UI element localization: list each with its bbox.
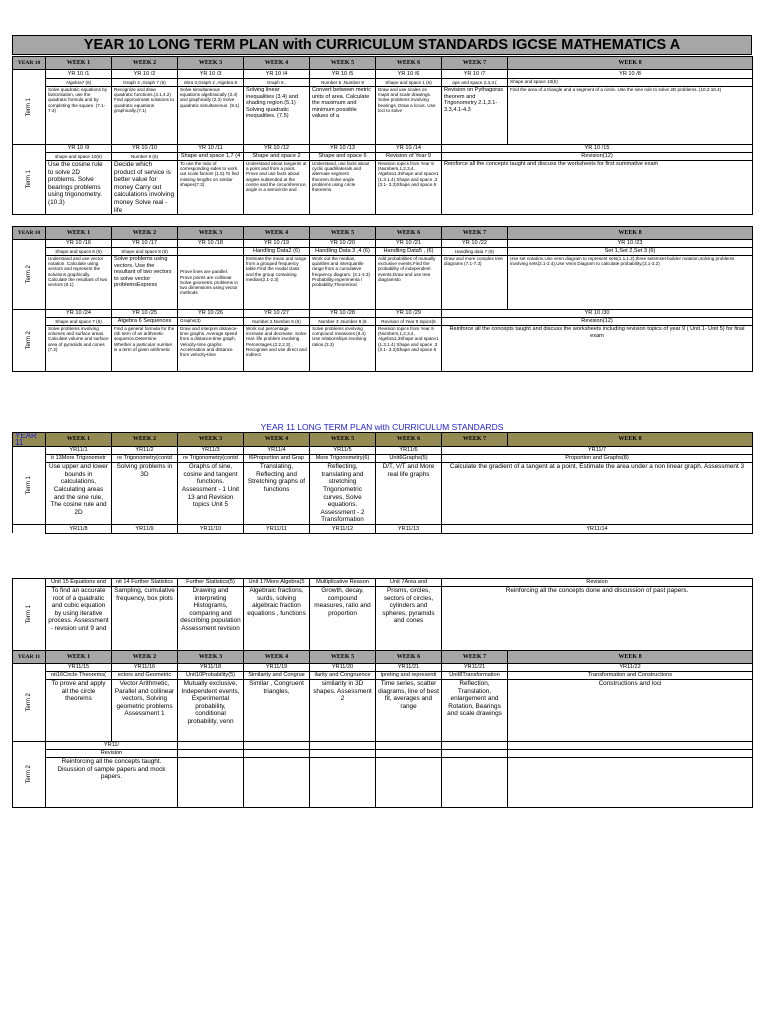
week-6-header: WEEK 6 — [376, 651, 442, 664]
content-cell: Draw and interpret distance-time graphs. Average speed from a distance-time graph. Velocity-time graphs. Acceleration and distance from velocity-time — [178, 326, 244, 372]
unit-code: YR11/21 — [442, 664, 508, 672]
week-3-header: WEEK 3 — [178, 651, 244, 664]
week-7-header: WEEK 7 — [442, 227, 508, 240]
content-cell: Draw and more complex tree diagrams (7.1-7.3) — [442, 256, 508, 310]
content-cell: Reflecting, translating and stretching Trigonometric curves, Solve equations. Assessment - 2 Transformation — [310, 463, 376, 525]
unit-code: YR 10 /6 — [376, 70, 442, 79]
term-label: Term 1 — [13, 579, 46, 651]
topic-cell: Graph 5 , — [244, 79, 310, 87]
content-cell: Drawing and interpreting Histograms, comparing and describing population Assessment revision — [178, 587, 244, 651]
unit-code: YR 10 /8 — [508, 70, 753, 79]
content-row — [13, 256, 753, 310]
week-header-row — [13, 433, 753, 447]
week-5-header: WEEK 5 — [310, 433, 376, 447]
term-label: Term 1 — [13, 447, 46, 525]
unit-code-row — [13, 70, 753, 79]
topic-row — [13, 79, 753, 87]
unit-code: YR 10 /16 — [46, 240, 112, 248]
unit-code: YR11/1 — [46, 447, 112, 455]
unit-code: YR11/6 — [376, 447, 442, 455]
topic-cell: Number 9 (6) — [112, 153, 178, 161]
topic-cell: Algebra7 (6) — [46, 79, 112, 87]
content-cell: Revision topics from Year 9 (Numbers,1,2,3,4, Algebra1,3Shape and space1 (1.3.1.4) Shape and space ,3 (3.1- 3.3)Shape and space 5 — [376, 326, 442, 372]
topic-cell: Graph 4 ,Graph 7 (6) — [112, 79, 178, 87]
term-label: Term 2 — [13, 742, 46, 808]
topic-cell: shape and space 10(6) — [46, 153, 112, 161]
unit-code: YR 10 /25 — [112, 310, 178, 318]
topic-row — [13, 579, 753, 587]
content-cell: Recognize and draw quadratic functions.(4.1,4.2) Find approximate solutions to quadratic equations graphically.(7.1) — [112, 87, 178, 145]
unit-code-row — [13, 742, 753, 750]
topic-cell: Handling Data 3 ,4 (6) — [310, 248, 376, 256]
content-cell: Add probabilities of mutually exclusive events.Find the probability of independent events,Draw and use tree diagramsto — [376, 256, 442, 310]
topic-cell: Handling Data2 (6) — [244, 248, 310, 256]
unit-code: YR 10 /10 — [112, 145, 178, 153]
unit-code: YR11/19 — [244, 664, 310, 672]
unit-code: YR11/21 — [376, 664, 442, 672]
unit-code: YR 10 /30 — [442, 310, 753, 318]
unit-code-row — [13, 524, 753, 533]
term-label: Term 2 — [13, 310, 46, 372]
content-cell: Convert between metric units of area. Calculate the maximum and minimum possible values of a — [310, 87, 376, 145]
content-cell: Solve problems using vectors. Use the resultant of two vectors to solve vector problemsExpress — [112, 256, 178, 310]
topic-row — [13, 750, 753, 758]
topic-cell — [178, 248, 244, 256]
content-cell: Find a general formula for the nth term of an arithmetic sequence,Determine Whether a particular number is a term of given arithmetic — [112, 326, 178, 372]
year-label: YEAR 11 — [13, 651, 46, 664]
unit-code: YR 10 /18 — [178, 240, 244, 248]
week-7-header: WEEK 7 — [442, 57, 508, 70]
topic-cell: Transformation and Constructions — [508, 672, 753, 680]
unit-code: YR11/5 — [310, 447, 376, 455]
content-cell: Solving problems in 3D — [112, 463, 178, 525]
content-cell: Use set notation,Use venn diagram to represent sets(1.1,1.2),three setsmset-builder notation,solving problems involving sets(2.1-2.4),Use Venn Diagram to calculate probability.(3.1-3.2) — [508, 256, 753, 310]
unit-code: YR 10 /12 — [244, 145, 310, 153]
week-8-header: WEEK 8 — [508, 57, 753, 70]
year10-term1-table — [12, 56, 753, 215]
content-cell: Reflection, Translation, enlargement and Rotation, Bearings and scale drawings — [442, 680, 508, 742]
year10-term2-block — [12, 226, 752, 372]
content-cell: Time series, scatter diagrams, line of best fit, averages and range — [376, 680, 442, 742]
unit-code: YR11/ — [46, 742, 178, 750]
topic-cell: ape and space 2,3,4 ( — [442, 79, 508, 87]
unit-code: YR 10 /24 — [46, 310, 112, 318]
content-cell: Similar , Congruent triangles, — [244, 680, 310, 742]
topic-cell: Unit 7Area and — [376, 579, 442, 587]
content-cell: Solve problems involving volumes and surface areas. Calculate volume and surface area of pyramids and cones (7.2) — [46, 326, 112, 372]
unit-code-row — [13, 664, 753, 672]
unit-code: YR 10 /3 — [178, 70, 244, 79]
year11-continued-block — [12, 578, 752, 808]
topic-cell: Number 3 ,Number 8 (6 — [310, 318, 376, 326]
unit-code: YR 10 /14 — [376, 145, 442, 153]
content-cell: Use the cosine rule to solve 2D problems. Solve bearings problems using trigonometry.(10.3) — [46, 161, 112, 215]
week-5-header: WEEK 5 — [310, 227, 376, 240]
unit-code: YR11/13 — [376, 524, 442, 533]
unit-code-row — [13, 145, 753, 153]
content-cell: D/T, V/T and More real life graphs — [376, 463, 442, 525]
topic-cell: Number 5 ,Number 8 — [310, 79, 376, 87]
topic-cell: re Trigonometry(contd — [178, 455, 244, 463]
unit-code: YR 10 /2 — [112, 70, 178, 79]
unit-code: YR11/9 — [112, 524, 178, 533]
week-6-header: WEEK 6 — [376, 227, 442, 240]
content-cell: Decide which product of service is better value for money Carry out calculations involving money Solve real -life — [112, 161, 178, 215]
content-cell: Reinforcing all the concepts taught. Disussion of sample papers and mock papers. — [46, 758, 178, 808]
unit-code: YR 10 /1 — [46, 70, 112, 79]
content-cell: Understand about tangents at a point and from a point. Prove and use facts about angles subtended at the centre and the circumference, angle in a semicircle and — [244, 161, 310, 215]
week-1-header: WEEK 1 — [46, 227, 112, 240]
topic-cell: Shape and space 8 (6) — [46, 248, 112, 256]
topic-cell: Unit10Probability(5) — [178, 672, 244, 680]
content-row — [13, 680, 753, 742]
topic-cell: ebra 3,Graph 2 ,Algebra 8 — [178, 79, 244, 87]
year-label: YEAR 10 — [13, 57, 46, 70]
topic-row — [13, 672, 753, 680]
content-cell: Understand, use facts about cyclic quadrilaterals and alternate segment theorem.Solve angle problems using circle theorems — [310, 161, 376, 215]
content-cell: Reinforce all the concepts taught and discuss the worksheets for first summative exam — [442, 161, 753, 215]
unit-code: YR11/14 — [442, 524, 753, 533]
unit-code: YR11/10 — [178, 524, 244, 533]
topic-row — [13, 248, 753, 256]
content-cell: Revision topics from Year 9 (Numbers,1,2,3,4, Algebra1,3Shape and space1 (1.3.1.4) Shape and space ,3 (3.1- 3.3)Shape and space 5 — [376, 161, 442, 215]
topic-cell: Revision of Year 9 — [376, 153, 442, 161]
week-6-header: WEEK 6 — [376, 433, 442, 447]
topic-cell: nit 14 Further Statistics — [112, 579, 178, 587]
content-cell: Find the area of a triangle and a segment of a circle. Use the sine rule to solve 2D problems. (10.2,10.4) — [508, 87, 753, 145]
topic-cell: Revision — [46, 750, 178, 758]
topic-cell: Revision(12) — [442, 153, 753, 161]
week-6-header: WEEK 6 — [376, 57, 442, 70]
unit-code: YR11/11 — [244, 524, 310, 533]
content-cell: Solve problems involving compound measures.(8.4) Use relationships involving ratios.(3.3) — [310, 326, 376, 372]
content-cell: Solving linear inequalities (3.4) and shading region.(5.1) Solving quadratic inequalities. (7.5) — [244, 87, 310, 145]
content-cell: Translating, Reflecting and Stretching graphs of functions — [244, 463, 310, 525]
week-8-header: WEEK 8 — [508, 433, 753, 447]
unit-code: YR 10 /9 — [46, 145, 112, 153]
content-row — [13, 587, 753, 651]
unit-code-row — [13, 310, 753, 318]
content-cell: Revision on Pythagoras theorem and Trigonometry 2.1,3.1-3.3,4.1-4.3 — [442, 87, 508, 145]
topic-cell: Shape and space 7 (6) — [46, 318, 112, 326]
page-title: YEAR 10 LONG TERM PLAN with CURRICULUM STANDARDS IGCSE MATHEMATICS A — [12, 35, 752, 55]
week-4-header: WEEK 4 — [244, 57, 310, 70]
week-7-header: WEEK 7 — [442, 433, 508, 447]
topic-cell: Shape and space 8 (6) — [112, 248, 178, 256]
topic-cell: Unit 15 Equations and — [46, 579, 112, 587]
topic-cell: Revision of Year 9 topics(6 — [376, 318, 442, 326]
content-row — [13, 463, 753, 525]
topic-row — [13, 153, 753, 161]
week-4-header: WEEK 4 — [244, 651, 310, 664]
week-5-header: WEEK 5 — [310, 651, 376, 664]
unit-code: YR11/15 — [46, 664, 112, 672]
topic-row — [13, 455, 753, 463]
content-cell: Work out percentage increase and decrease. Solve real- life problem involving Percentages.(2.2,2.3) , Recognise and use direct and indirect — [244, 326, 310, 372]
term-label: Term 1 — [13, 70, 46, 145]
content-cell: Solve quadratic equations by factorisation, use the quadratic formula and by completing the square. (7.1-7.4) — [46, 87, 112, 145]
topic-cell: Shape and space 6 — [310, 153, 376, 161]
topic-cell: Shape and space 10(6) — [508, 79, 753, 87]
topic-cell: Unit 17More Algebra(5 — [244, 579, 310, 587]
week-3-header: WEEK 3 — [178, 433, 244, 447]
unit-code: YR11/3 — [178, 447, 244, 455]
week-2-header: WEEK 2 — [112, 57, 178, 70]
year10-term2-table — [12, 226, 753, 372]
topic-cell: Algebra 6 Sequences — [112, 318, 178, 326]
week-header-row — [13, 57, 753, 70]
year-label: YEAR 10 — [13, 227, 46, 240]
topic-cell: Unit8Transformation — [442, 672, 508, 680]
content-cell: Use upper and lower bounds in calculations, Calculating areas and the sine rule, The cosine rule and 2D — [46, 463, 112, 525]
content-cell: Estimate the mean and range from a grouped frequency table.Find the modal class and the group containing median(2.1-2.3) — [244, 256, 310, 310]
week-3-header: WEEK 3 — [178, 227, 244, 240]
week-1-header: WEEK 1 — [46, 57, 112, 70]
topic-cell: More Trigonometry(6) — [310, 455, 376, 463]
content-cell: Calculate the gradient of a tangent at a point, Estimate the area under a non linear graph. Assessment 3 — [442, 463, 753, 525]
unit-code: YR 10 /4 — [244, 70, 310, 79]
topic-cell: ilarity and Congruence — [310, 672, 376, 680]
content-cell: Prove lines are parallel. Prove points are collinear Solve geometric problems in two dimensions using vector methods — [178, 256, 244, 310]
week-3-header: WEEK 3 — [178, 57, 244, 70]
unit-code: YR 10 /28 — [310, 310, 376, 318]
week-header-row — [13, 651, 753, 664]
unit-code-row — [13, 240, 753, 248]
topic-row — [13, 318, 753, 326]
topic-cell: nit16Circle Theorems( — [46, 672, 112, 680]
topic-cell: Handling Data5 , (6) — [376, 248, 442, 256]
unit-code: YR 10 /20 — [310, 240, 376, 248]
topic-cell: Handling data 7 (6) — [442, 248, 508, 256]
week-2-header: WEEK 2 — [112, 651, 178, 664]
unit-code: YR11/8 — [46, 524, 112, 533]
unit-code: YR11/4 — [244, 447, 310, 455]
content-cell: Growth, decay, compound measures, ratio and proportion — [310, 587, 376, 651]
content-cell: Reinforce all the concepts taught and discuss the worksheets including revision topics of year 9 ( Unit 1- Unit 5) for final exam — [442, 326, 753, 372]
content-cell: similarity in 3D shapes. Assessment 2 — [310, 680, 376, 742]
unit-code: YR11/7 — [442, 447, 753, 455]
topic-cell: Revision — [442, 579, 753, 587]
topic-cell: Set 1,Set 2,Set 3 (6) — [508, 248, 753, 256]
week-1-header: WEEK 1 — [46, 433, 112, 447]
topic-cell: Unit6Graphs(5) — [376, 455, 442, 463]
year10-term1-block — [12, 56, 752, 215]
unit-code-row — [13, 447, 753, 455]
topic-cell: re Trigonometry(contd — [112, 455, 178, 463]
content-cell: Work out the median, quartiles and interquartile range from a cumulative frequency diagram. (3.1-3.3) Probability,experimenta l probability,Theoretical — [310, 256, 376, 310]
unit-code: YR 10 /5 — [310, 70, 376, 79]
week-1-header: WEEK 1 — [46, 651, 112, 664]
unit-code: YR 10 /21 — [376, 240, 442, 248]
topic-cell: Multiplicative Reason — [310, 579, 376, 587]
unit-code: YR11/20 — [310, 664, 376, 672]
topic-cell: Similarity and Congrue — [244, 672, 310, 680]
year-label: YEAR 11 — [13, 433, 46, 447]
content-cell: Mutually exclusive, Independent events, Experimental probability, conditional probability, venn — [178, 680, 244, 742]
content-cell: To prove and apply all the circle theorems — [46, 680, 112, 742]
content-row — [13, 758, 753, 808]
unit-code: YR 10 /15 — [442, 145, 753, 153]
week-2-header: WEEK 2 — [112, 433, 178, 447]
unit-code: YR11/18 — [178, 664, 244, 672]
content-cell: Prisms, circles, sectors of circles, cylinders and spheres, pyramids and cones — [376, 587, 442, 651]
week-5-header: WEEK 5 — [310, 57, 376, 70]
content-cell: Sampling, cumulative frequency, box plots — [112, 587, 178, 651]
unit-code: YR 10 /26 — [178, 310, 244, 318]
unit-code: YR11/12 — [310, 524, 376, 533]
topic-cell: Graphs(3) — [178, 318, 244, 326]
content-row — [13, 87, 753, 145]
year11-term1-table — [12, 432, 753, 534]
content-cell: To use the ratio of corresponding sides to work out scale factors (1.5).To find missing lengths on similar shapes(7.3) — [178, 161, 244, 215]
content-cell: Solve simultaneous equations algebraically (3.4) and graphically (2.3) Solve quadratic simultaneous. (9.1) — [178, 87, 244, 145]
week-header-row — [13, 227, 753, 240]
topic-cell: ectors and Geometric — [112, 672, 178, 680]
week-2-header: WEEK 2 — [112, 227, 178, 240]
term-label: Term 1 — [13, 145, 46, 215]
unit-code: YR11/16 — [112, 664, 178, 672]
content-row — [13, 326, 753, 372]
topic-cell: Shape and space 2 — [244, 153, 310, 161]
topic-cell: it 13More Trigonometr — [46, 455, 112, 463]
topic-cell: l6Proportion and Grap — [244, 455, 310, 463]
week-8-header: WEEK 8 — [508, 651, 753, 664]
unit-code: YR 10 /23 — [508, 240, 753, 248]
topic-cell: ipreting and representi — [376, 672, 442, 680]
term-label: Term 2 — [13, 664, 46, 742]
week-8-header: WEEK 8 — [508, 227, 753, 240]
unit-code: YR11/2 — [112, 447, 178, 455]
unit-code: YR 10 /27 — [244, 310, 310, 318]
content-cell: Constructions and loci — [508, 680, 753, 742]
unit-code: YR11/22 — [508, 664, 753, 672]
unit-code: YR 10 /29 — [376, 310, 442, 318]
unit-code: YR 10 /11 — [178, 145, 244, 153]
unit-code: YR 10 /7 — [442, 70, 508, 79]
year11-term1-block — [12, 432, 752, 534]
week-4-header: WEEK 4 — [244, 433, 310, 447]
content-cell: Understand and use vector notation. Calculate using vectors and represent the solutions graphically. Calculate the resultant of two vectors (8.1) — [46, 256, 112, 310]
term-label: Term 2 — [13, 240, 46, 310]
topic-cell: Proportion and Graphs(8) — [442, 455, 753, 463]
content-row — [13, 161, 753, 215]
topic-cell: Revision(12) — [442, 318, 753, 326]
content-cell: Draw and use scales on maps and scale drawings. Solve problems involving bearings. Draw a locus. Use loci to solve — [376, 87, 442, 145]
content-cell: Algebraic fractions, surds, solving algebraic fraction equations , functions — [244, 587, 310, 651]
content-cell: Vector Arithmetic, Parallel and collinear vectors, Solving geometric problems Assessment 1 — [112, 680, 178, 742]
week-4-header: WEEK 4 — [244, 227, 310, 240]
unit-code: YR 10 /13 — [310, 145, 376, 153]
unit-code: YR 10 /17 — [112, 240, 178, 248]
content-cell: Reinforcing all the concepts done and discussion of past papers. — [442, 587, 753, 651]
year11-term1-continued-table — [12, 578, 753, 808]
topic-cell: Shape and space 1,7 (4 — [178, 153, 244, 161]
content-cell: To find an accurate root of a quadratic and cubic equation by using iterative process. Assessment - revision unit 9 and — [46, 587, 112, 651]
topic-cell: Number 2,Number 6 (6) — [244, 318, 310, 326]
week-7-header: WEEK 7 — [442, 651, 508, 664]
unit-code: YR 10 /22 — [442, 240, 508, 248]
topic-cell: Shape and space 1 (6) — [376, 79, 442, 87]
unit-code: YR 10 /19 — [244, 240, 310, 248]
topic-cell: Further Statistics(5) — [178, 579, 244, 587]
content-cell: Graphs of sine, cosine and tangent functions. Assessment - 1 Unit 13 and Revision topics Unit 5 — [178, 463, 244, 525]
year11-banner: YEAR 11 LONG TERM PLAN with CURRICULUM STANDARDS — [260, 422, 504, 432]
